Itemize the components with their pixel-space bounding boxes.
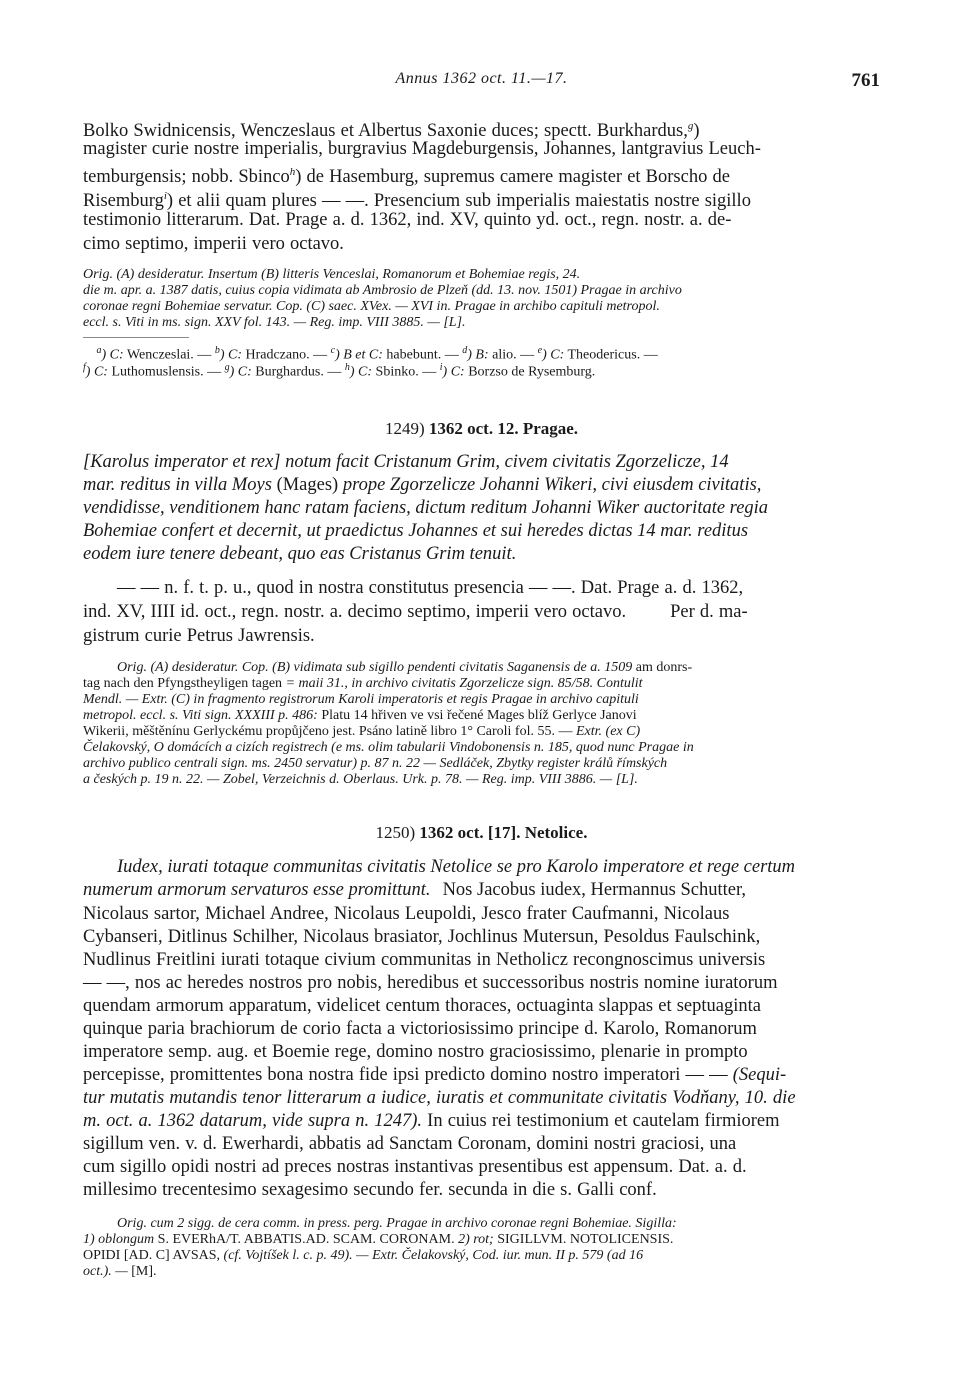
- document-heading: [83, 419, 880, 439]
- source-note-line: Orig. (A) desideratur. Insertum (B) litteris Venceslai, Romanorum et Bohemiae regis, 24.: [83, 267, 581, 282]
- charter-text-line: Risemburg$^i$) et alii quam plures — —. Presencium sub imperialis maiestatis nostre sigillo: [83, 190, 751, 212]
- source-note-line: eccl. s. Viti in ms. sign. XXV fol. 143. — Reg. imp. VIII 3885. — [L].: [83, 315, 466, 330]
- charter-text-line: millesimo trecentesimo sexagesimo secundo fer. secunda in die s. Galli conf.: [83, 1180, 657, 1200]
- charter-text-line: magister curie nostre imperialis, burgravius Magdeburgensis, Johannes, lantgravius Leuch-: [83, 139, 761, 159]
- document-number: 1249): [384, 419, 425, 438]
- source-note-line: Wikerii, měštěnínu Gerlyckému propůjčeno jest. Psáno latině libro 1° Caroli fol. 55. — Extr. (ex C): [83, 724, 641, 739]
- charter-text-line: Nicolaus sartor, Michael Andree, Nicolaus Leupoldi, Jesco frater Caufmanni, Nicolaus: [83, 904, 730, 924]
- source-note-line: Orig. (A) desideratur. Cop. (B) vidimata sub sigillo pendenti civitatis Saganensis de a. 1509 am donrs-: [117, 660, 693, 675]
- regest-line: vendidisse, venditionem hanc ratam faciens, dictum reditum Johanni Wiker auctoritate regia: [83, 498, 769, 518]
- regest-line: eodem iure tenere debeant, quo eas Cristanus Grim tenuit.: [83, 544, 517, 564]
- source-note-line: oct.). — [M].: [83, 1264, 157, 1279]
- charter-text-line: — —, nos ac heredes nostros pro nobis, heredibus et successoribus nostris nomine iuratorum: [83, 973, 778, 993]
- charter-text-line: imperatore semp. aug. et Boemie rege, domino nostro graciosissimo, plenarie in prompto: [83, 1042, 748, 1062]
- regest-line: Bohemiae confert et decernit, ut praedictus Johannes et sui heredes dictas 14 mar. reditus: [83, 521, 749, 541]
- source-note-line: Mendl. — Extr. (C) in fragmento registrorum Karoli imperatoris et regis Pragae in archivo capituli: [83, 692, 639, 707]
- charter-text-line: ind. XV, IIII id. oct., regn. nostr. a. decimo septimo, imperii vero octavo. Per d. ma-: [83, 602, 748, 622]
- source-note-line: coronae regni Bohemiae servatur. Cop. (C) saec. XVex. — XVI in. Pragae in archibo capituli metropol.: [83, 299, 660, 314]
- source-note-line: OPIDI [AD. C] AVSAS, (cf. Vojtíšek l. c. p. 49). — Extr. Čelakovský, Cod. iur. mun. II p. 579 (ad 16: [83, 1248, 644, 1263]
- source-note-line: metropol. eccl. s. Viti sign. XXXIII p. 486: Platu 14 hřiven ve vsi řečené Mages blíž Gerlyce Janovi: [83, 708, 637, 723]
- regest-line: [Karolus imperator et rex] notum facit Cristanum Grim, civem civitatis Zgorzelicze, 14: [83, 452, 729, 472]
- charter-text-line: Nudlinus Freitlini iurati totaque civium communitas in Netholicz recongnoscimus universis: [83, 950, 766, 970]
- charter-text-line: testimonio litterarum. Dat. Prage a. d. 1362, ind. XV, quinto yd. oct., regn. nostr. a. de-: [83, 210, 732, 230]
- source-note-line: Čelakovský, O domácích a cizích registrech (e ms. olim tabularii Vindobonensis n. 185, quod nunc Pragae in: [83, 740, 694, 755]
- regest-line: numerum armorum servaturos esse promittunt. Nos Jacobus iudex, Hermannus Schutter,: [83, 880, 746, 900]
- charter-text-line: quendam armorum apparatum, videlicet centum thoraces, octuaginta slappas et septuaginta: [83, 996, 761, 1016]
- source-note-line: a českých p. 19 n. 22. — Zobel, Verzeichnis d. Oberlaus. Urk. p. 78. — Reg. imp. VIII 3886. — [L].: [83, 772, 638, 787]
- source-note-line: archivo publico centrali sign. ms. 2450 servatur) p. 87 n. 22 — Sedláček, Zbytky register králů římských: [83, 756, 668, 771]
- document-date-place: 1362 oct. [17]. Netolice.: [419, 823, 588, 842]
- charter-text-line: percepisse, promittentes bona nostra fide ipsi predicto domino nostro imperatori — — (Sequi-: [83, 1065, 787, 1085]
- charter-text-line: Cybanseri, Ditlinus Schilher, Nicolaus brasiator, Jochlinus Mutersun, Pesoldus Faulschink,: [83, 927, 761, 947]
- charter-text-line: temburgensis; nobb. Sbinco$^h$) de Hasemburg, supremus camere magister et Borscho de: [83, 166, 730, 188]
- running-title: Annus 1362 oct. 11.—17.: [395, 70, 568, 87]
- charter-text-line: cum sigillo opidi nostri ad preces nostras instantivas presentibus est appensum. Dat. a. d.: [83, 1157, 747, 1177]
- document-date-place: 1362 oct. 12. Pragae.: [428, 419, 579, 438]
- source-note-line: tag nach den Pfyngstheyligen tagen = maii 31., in archivo civitatis Zgorzelicze sign. 85/58. Contulit: [83, 676, 643, 691]
- source-note-line: die m. apr. a. 1387 datis, cuius copia vidimata ab Ambrosio de Plzeň (dd. 13. nov. 1501) Pragae in archivo: [83, 283, 682, 298]
- charter-text-line: quinque paria brachiorum de corio facta a victoriosissimo principe d. Karolo, Romanorum: [83, 1019, 757, 1039]
- charter-text-line: tur mutatis mutandis tenor litterarum a iudice, iuratis et communitate civitatis Vodňany, 10. die: [83, 1088, 796, 1108]
- charter-text-line: Bolko Swidnicensis, Wenczeslaus et Albertus Saxonie duces; spectt. Burkhardus,$^g$): [83, 120, 700, 142]
- charter-text-line: m. oct. a. 1362 datarum, vide supra n. 1247). In cuius rei testimonium et cautelam firmiorem: [83, 1111, 780, 1131]
- running-head: [83, 70, 880, 94]
- document-number: 1250): [375, 823, 416, 842]
- critical-apparatus-line: $^f$) C: Luthomuslensis. — $^g$) C: Burghardus. — $^h$) C: Sbinko. — $^i$) C: Borzso de Rysemburg.: [83, 362, 596, 380]
- document-heading: [83, 823, 880, 843]
- source-note-line: Orig. cum 2 sigg. de cera comm. in press. perg. Pragae in archivo coronae regni Bohemiae. Sigilla:: [117, 1216, 677, 1231]
- page-number: 761: [851, 70, 880, 91]
- footnote-divider: [83, 337, 189, 338]
- source-note-line: 1) oblongum S. EVERhA/T. ABBATIS.AD. SCAM. CORONAM. 2) rot; SIGILLVM. NOTOLICENSIS.: [83, 1232, 674, 1247]
- charter-text-line: — — n. f. t. p. u., quod in nostra constitutus presencia — —. Dat. Prage a. d. 1362,: [117, 578, 744, 598]
- charter-text-line: gistrum curie Petrus Jawrensis.: [83, 626, 315, 646]
- charter-text-line: sigillum ven. v. d. Ewerhardi, abbatis ad Sanctam Coronam, domini nostri graciosi, una: [83, 1134, 737, 1154]
- regest-line: Iudex, iurati totaque communitas civitatis Netolice se pro Karolo imperatore et rege certum: [117, 857, 796, 877]
- regest-line: mar. reditus in villa Moys (Mages) prope Zgorzelicze Johanni Wikeri, civi eiusdem civitatis,: [83, 475, 762, 495]
- charter-text-line: cimo septimo, imperii vero octavo.: [83, 234, 344, 254]
- critical-apparatus-line: $^a$) C: Wenczeslai. — $^b$) C: Hradczano. — $^c$) B et C: habebunt. — $^d$) B: alio. — $^e$) C: Theodericus. —: [96, 345, 658, 363]
